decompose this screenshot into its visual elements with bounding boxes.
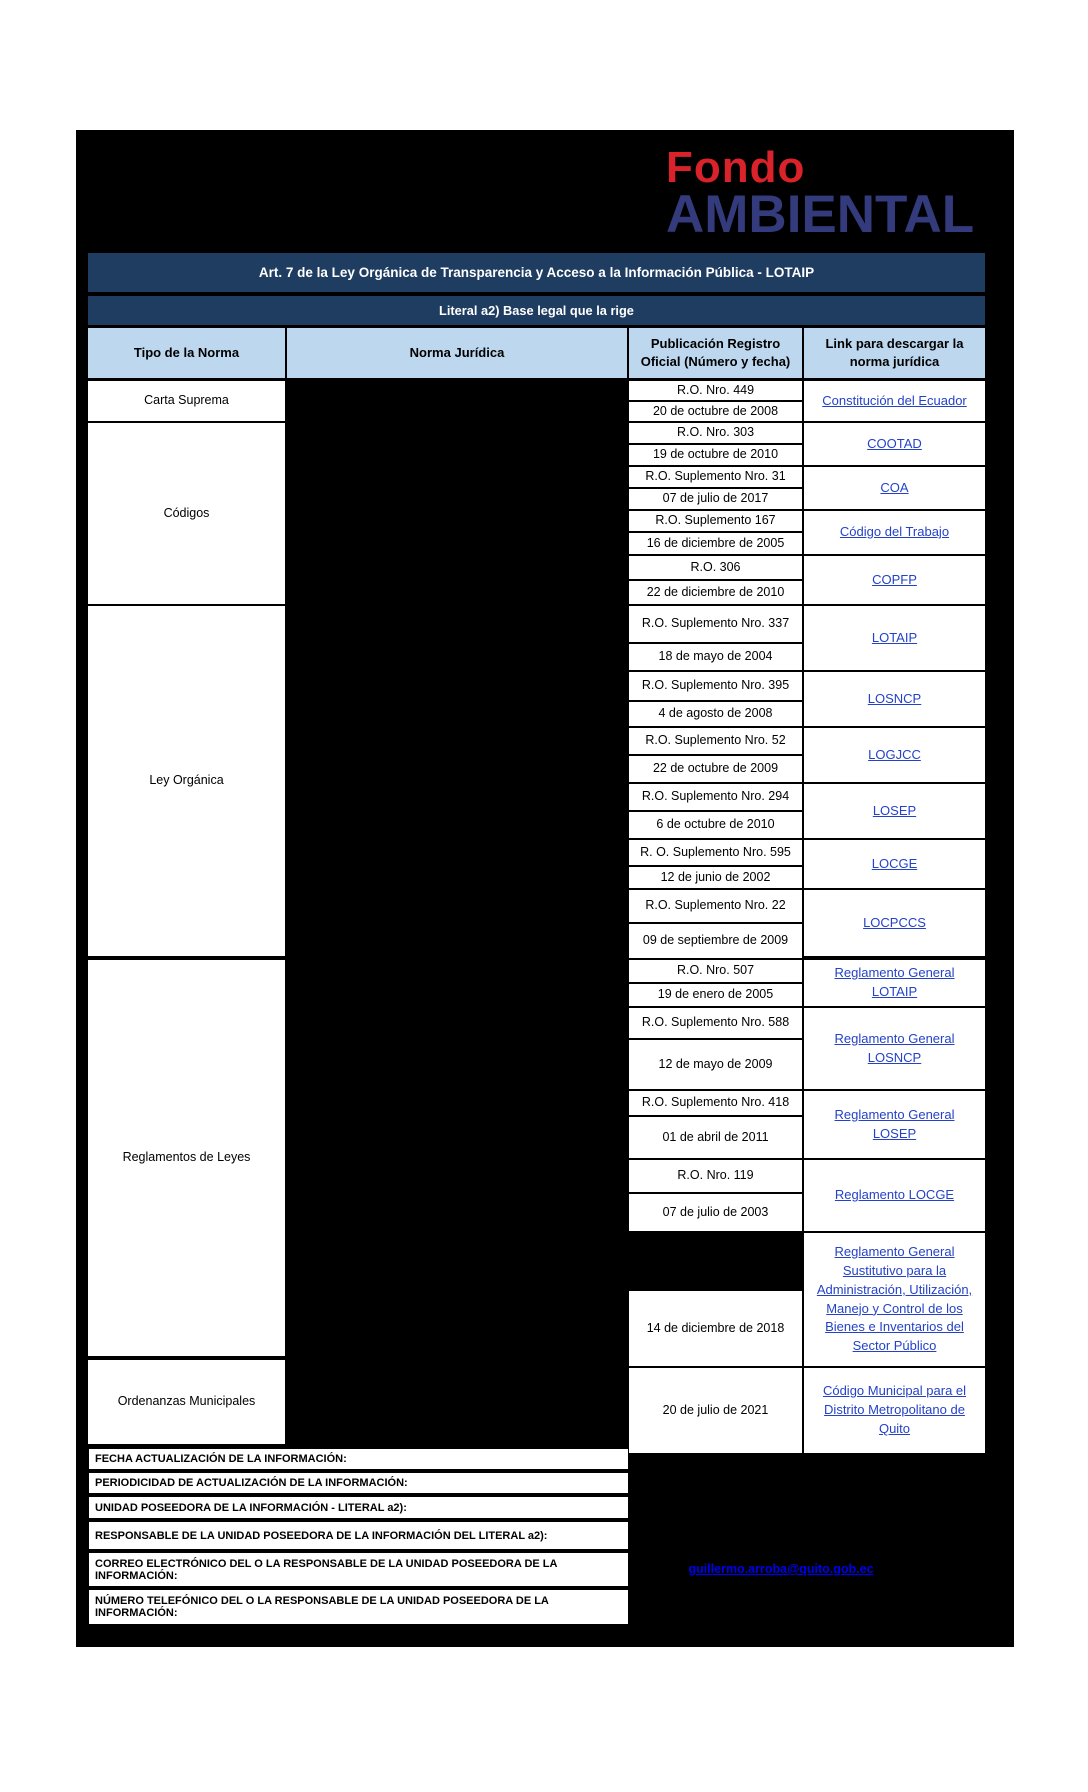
column-header-link-descarga: Link para descargar la norma jurídica (804, 328, 985, 378)
pub-date-cell: 01 de abril de 2011 (629, 1117, 802, 1158)
type-group-ordenanzas-municipales: Ordenanzas Municipales (88, 1360, 285, 1444)
link-cell (804, 784, 985, 838)
pub-number-cell: R.O. Suplemento Nro. 22 (629, 890, 802, 922)
logo-word-fondo: Fondo (666, 143, 806, 192)
download-link-reglamento-losncp[interactable]: Reglamento General LOSNCP (834, 1030, 955, 1065)
footer-label-fecha-actualizacion: FECHA ACTUALIZACIÓN DE LA INFORMACIÓN: (88, 1448, 629, 1470)
link-cell (804, 381, 985, 421)
pub-date-cell: 20 de julio de 2021 (629, 1368, 802, 1453)
pub-date-cell: 18 de mayo de 2004 (629, 644, 802, 670)
download-link-locpccs[interactable]: LOCPCCS (863, 914, 926, 930)
norma-juridica-column-redacted (287, 381, 627, 1444)
pub-number-cell: R.O. Suplemento Nro. 337 (629, 606, 802, 642)
lotaip-title-bar: Art. 7 de la Ley Orgánica de Transparencia y Acceso a la Información Pública - LOTAIP (88, 253, 985, 292)
literal-a2-subtitle-bar: Literal a2) Base legal que la rige (88, 296, 985, 325)
download-link-codigo-trabajo[interactable]: Código del Trabajo (839, 524, 950, 540)
pub-number-cell: R.O. Suplemento Nro. 418 (629, 1091, 802, 1115)
logo-word-ambiental: AMBIENTAL (666, 185, 975, 244)
column-header-norma-juridica: Norma Jurídica (287, 328, 627, 378)
type-group-carta-suprema: Carta Suprema (88, 381, 285, 421)
type-group-ley-organica: Ley Orgánica (88, 606, 285, 956)
type-group-codigos: Códigos (88, 423, 285, 604)
footer-label-correo: CORREO ELECTRÓNICO DEL O LA RESPONSABLE DE LA UNIDAD POSEEDORA DE LA INFORMACIÓN: (88, 1552, 629, 1587)
link-cell (804, 1008, 985, 1089)
pub-number-cell: R.O. Nro. 303 (629, 423, 802, 443)
link-cell (804, 1091, 985, 1158)
pub-date-cell: 19 de octubre de 2010 (629, 445, 802, 465)
download-link-coa[interactable]: COA (880, 479, 909, 495)
download-link-losep[interactable]: LOSEP (872, 802, 917, 818)
pub-date-cell: 16 de diciembre de 2005 (629, 533, 802, 554)
pub-date-cell: 4 de agosto de 2008 (629, 702, 802, 726)
download-link-reglamento-losep[interactable]: Reglamento General LOSEP (834, 1106, 955, 1141)
link-cell (804, 556, 985, 604)
type-group-reglamentos-leyes: Reglamentos de Leyes (88, 960, 285, 1356)
pub-number-cell: R.O. Suplemento 167 (629, 511, 802, 531)
link-cell (804, 960, 985, 1006)
link-cell (804, 1160, 985, 1231)
pub-number-cell: R.O. 306 (629, 556, 802, 579)
pub-date-cell: 19 de enero de 2005 (629, 984, 802, 1006)
download-link-logjcc[interactable]: LOGJCC (868, 746, 921, 762)
pub-number-cell: R.O. Suplemento Nro. 294 (629, 784, 802, 810)
pub-number-cell: R.O. Suplemento Nro. 588 (629, 1008, 802, 1038)
link-cell (804, 890, 985, 956)
link-cell (804, 511, 985, 554)
pub-number-cell: R.O. Suplemento Nro. 52 (629, 728, 802, 754)
footer-label-periodicidad: PERIODICIDAD DE ACTUALIZACIÓN DE LA INFORMACIÓN: (88, 1472, 629, 1494)
link-cell (804, 606, 985, 670)
pub-date-cell: 14 de diciembre de 2018 (629, 1291, 802, 1366)
download-link-reglamento-bienes[interactable]: Reglamento General Sustitutivo para la Administración, Utilización, Manejo y Control de los Bienes e Inventarios del Sector Público (816, 1243, 973, 1354)
download-link-cootad[interactable]: COOTAD (867, 435, 922, 451)
pub-date-cell: 12 de junio de 2002 (629, 867, 802, 888)
download-link-codigo-municipal[interactable]: Código Municipal para el Distrito Metropolitano de Quito (822, 1383, 967, 1436)
pub-date-cell: 22 de octubre de 2009 (629, 756, 802, 782)
link-cell (804, 423, 985, 465)
pub-date-cell: 22 de diciembre de 2010 (629, 581, 802, 604)
fondo-ambiental-logo (666, 143, 1006, 244)
pub-date-cell: 07 de julio de 2017 (629, 489, 802, 509)
column-header-publicacion: Publicación Registro Oficial (Número y fecha) (629, 328, 802, 378)
link-cell (804, 840, 985, 888)
document-black-background (76, 130, 1014, 1647)
download-link-constitucion[interactable]: Constitución del Ecuador (822, 392, 967, 408)
download-link-lotaip[interactable]: LOTAIP (871, 629, 918, 645)
responsable-email-link[interactable]: guillermo.arroba@quito.gob.ec (688, 1562, 874, 1576)
link-cell (804, 467, 985, 509)
download-link-losncp[interactable]: LOSNCP (867, 690, 922, 706)
email-container (651, 1560, 911, 1578)
pub-date-cell: 07 de julio de 2003 (629, 1194, 802, 1231)
footer-label-telefono: NÚMERO TELEFÓNICO DEL O LA RESPONSABLE DE LA UNIDAD POSEEDORA DE LA INFORMACIÓN: (88, 1589, 629, 1625)
footer-label-unidad-poseedora: UNIDAD POSEEDORA DE LA INFORMACIÓN - LITERAL a2): (88, 1496, 629, 1519)
pub-date-cell: 12 de mayo de 2009 (629, 1040, 802, 1089)
pub-number-cell: R. O. Suplemento Nro. 595 (629, 840, 802, 865)
download-link-locge[interactable]: LOCGE (871, 855, 918, 871)
pub-number-cell: R.O. Suplemento Nro. 395 (629, 672, 802, 700)
pub-number-cell: R.O. Nro. 449 (629, 381, 802, 400)
link-cell (804, 1233, 985, 1366)
pub-number-cell: R.O. Suplemento Nro. 31 (629, 467, 802, 487)
pub-number-cell: R.O. Nro. 507 (629, 960, 802, 982)
link-cell (804, 728, 985, 782)
pub-date-cell: 20 de octubre de 2008 (629, 402, 802, 421)
pub-date-cell: 09 de septiembre de 2009 (629, 924, 802, 958)
download-link-reglamento-lotaip[interactable]: Reglamento General LOTAIP (834, 965, 955, 999)
link-cell (804, 1368, 985, 1453)
download-link-copfp[interactable]: COPFP (872, 571, 917, 587)
pub-date-cell: 6 de octubre de 2010 (629, 812, 802, 838)
pub-number-cell: R.O. Nro. 119 (629, 1160, 802, 1192)
column-header-tipo-norma: Tipo de la Norma (88, 328, 285, 378)
footer-label-responsable: RESPONSABLE DE LA UNIDAD POSEEDORA DE LA INFORMACIÓN DEL LITERAL a2): (88, 1521, 629, 1550)
link-cell (804, 672, 985, 726)
download-link-reglamento-locge[interactable]: Reglamento LOCGE (834, 1187, 955, 1203)
